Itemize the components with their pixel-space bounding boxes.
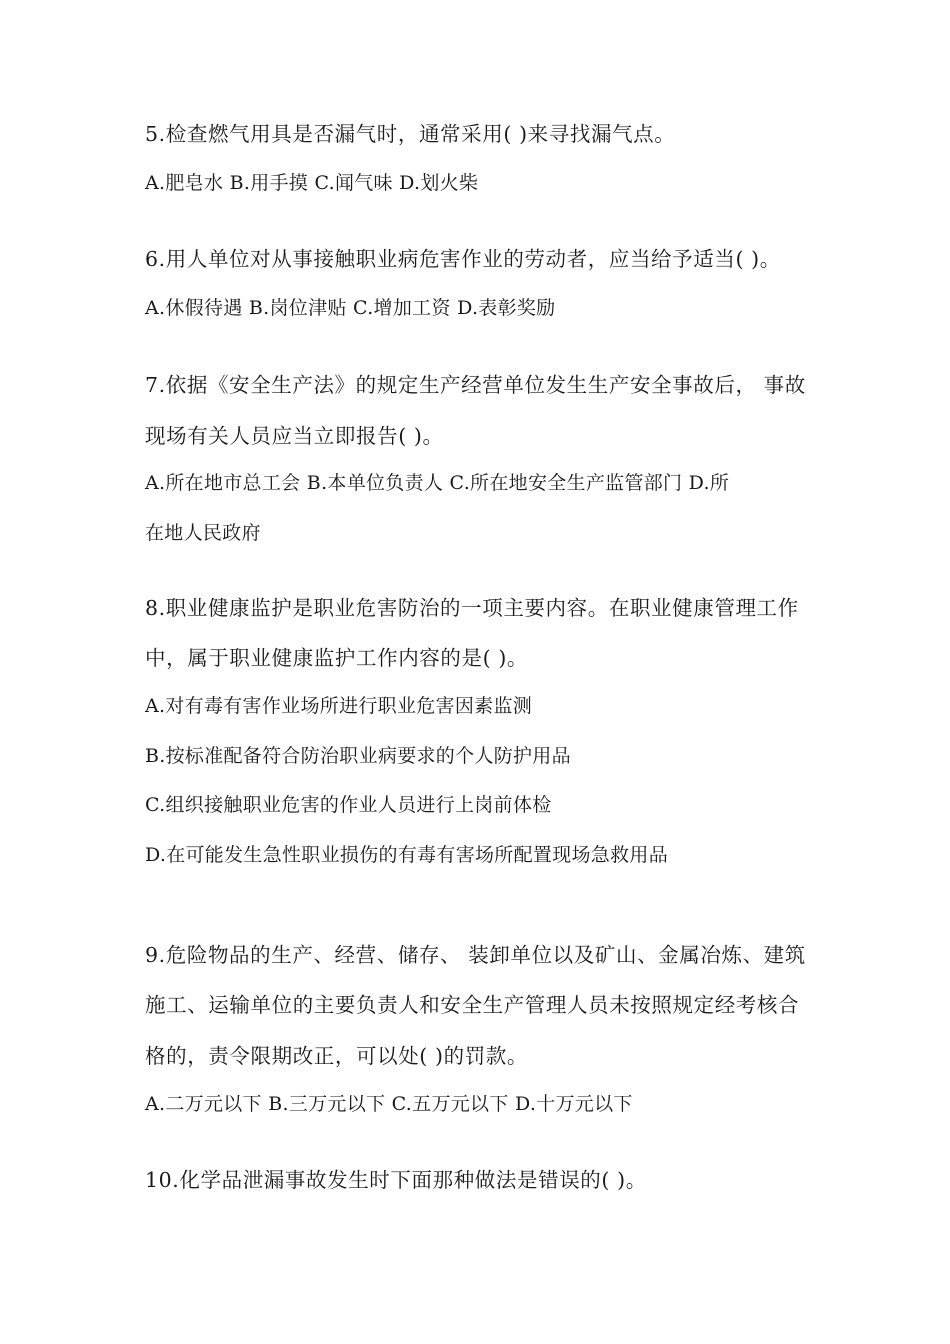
question-8-option-a: A.对有毒有害作业场所进行职业危害因素监测: [145, 695, 533, 717]
question-9-options: A.二万元以下 B.三万元以下 C.五万元以下 D.十万元以下: [145, 1093, 633, 1115]
question-5-text: 5.检查燃气用具是否漏气时，通常采用( )来寻找漏气点。: [145, 122, 676, 146]
question-7-options-line-2: 在地人民政府: [145, 522, 261, 544]
question-8-option-b: B.按标准配备符合防治职业病要求的个人防护用品: [145, 745, 571, 767]
question-7-text-line-2: 现场有关人员应当立即报告( )。: [145, 424, 444, 448]
question-8-option-d: D.在可能发生急性职业损伤的有毒有害场所配置现场急救用品: [145, 844, 668, 866]
question-6-text: 6.用人单位对从事接触职业病危害作业的劳动者，应当给予适当( )。: [145, 247, 781, 271]
question-9-text-line-2: 施工、运输单位的主要负责人和安全生产管理人员未按照规定经考核合: [145, 993, 800, 1017]
question-5-options: A.肥皂水 B.用手摸 C.闻气味 D.划火柴: [145, 172, 479, 194]
question-9-text-line-1: 9.危险物品的生产、经营、储存、 装卸单位以及矿山、金属冶炼、建筑: [145, 943, 806, 967]
question-8-option-c: C.组织接触职业危害的作业人员进行上岗前体检: [145, 794, 552, 816]
question-8-text-line-2: 中，属于职业健康监护工作内容的是( )。: [145, 646, 529, 670]
question-7-text-line-1: 7.依据《安全生产法》的规定生产经营单位发生生产安全事故后， 事故: [145, 373, 806, 397]
question-7-options-line-1: A.所在地市总工会 B.本单位负责人 C.所在地安全生产监管部门 D.所: [145, 472, 730, 494]
question-9-text-line-3: 格的，责令限期改正，可以处( )的罚款。: [145, 1044, 529, 1068]
question-6-options: A.休假待遇 B.岗位津贴 C.增加工资 D.表彰奖励: [145, 297, 556, 319]
question-8-text-line-1: 8.职业健康监护是职业危害防治的一项主要内容。在职业健康管理工作: [145, 596, 799, 620]
question-10-text: 10.化学品泄漏事故发生时下面那种做法是错误的( )。: [145, 1168, 647, 1192]
